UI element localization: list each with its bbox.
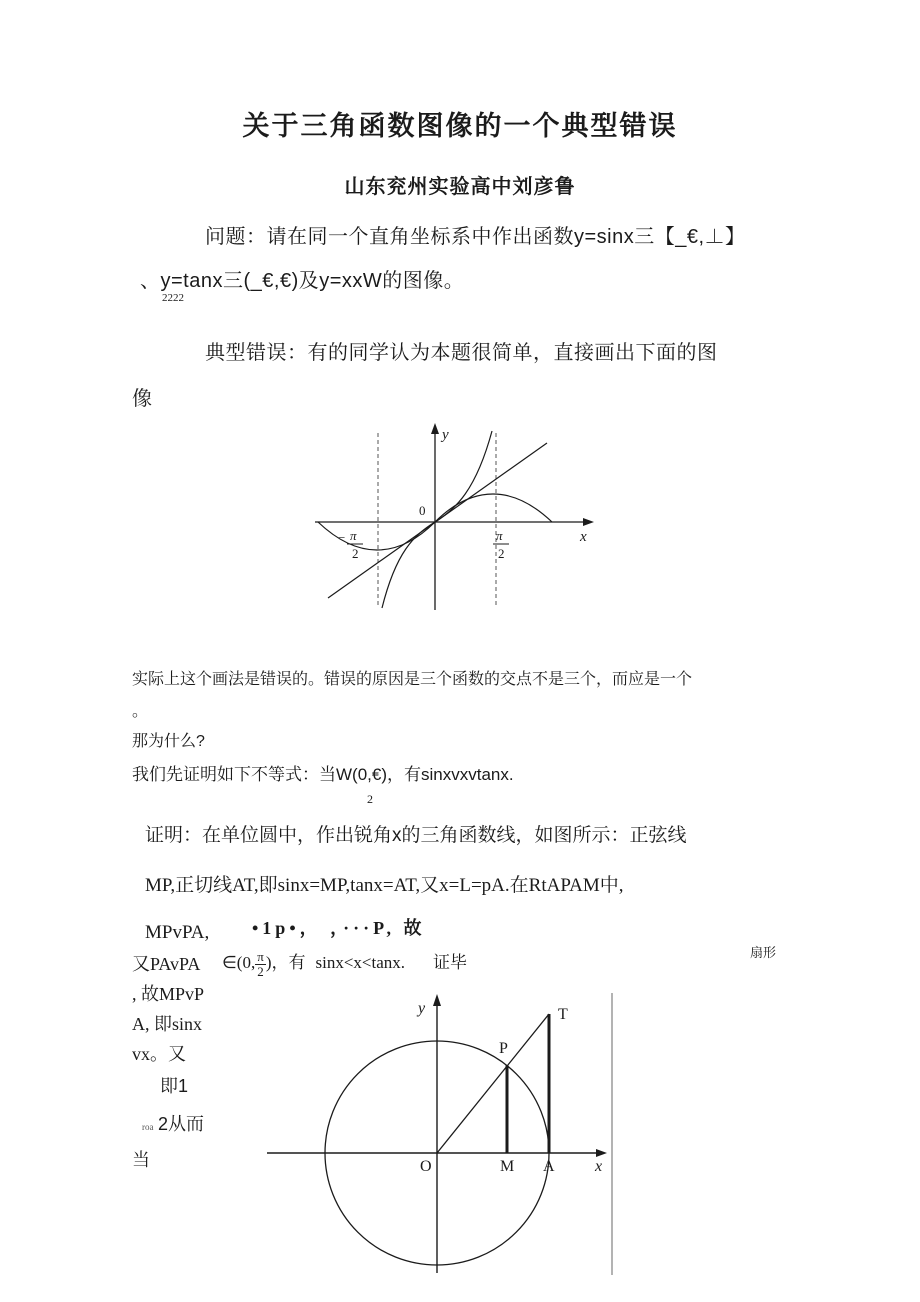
fig2-T-label: T [558, 1006, 568, 1023]
page-title: 关于三角函数图像的一个典型错误 [242, 111, 678, 141]
analysis-line-2: 。 [132, 703, 149, 720]
fig1-origin-label: 0 [419, 503, 426, 518]
interval-pre: ∈(0, [222, 953, 256, 972]
fig1-right-frac-den: 2 [498, 546, 505, 561]
sector-label: 扇形 [750, 945, 777, 960]
proof-frag-conger: 2从而 [158, 1114, 205, 1134]
fig2-M-label: M [500, 1158, 515, 1175]
fig2-y-label: y [418, 1000, 426, 1017]
y-axis-arrow-icon [433, 994, 441, 1006]
fraction-denominator: 2 [257, 963, 264, 979]
fig1-left-frac-den: 2 [352, 546, 359, 561]
proof-frag-gumpvp: , 故MPvP [132, 984, 205, 1004]
proof-interval-line [222, 948, 467, 978]
fig1-x-label: x [580, 529, 587, 545]
proof-line-1: 证明：在单位圆中，作出锐角x的三角函数线，如图所示：正弦线 [145, 825, 687, 846]
lemma-line: 我们先证明如下不等式：当W(0,€)，有sinxvxvtanx. [132, 765, 514, 784]
x-axis-arrow-icon [583, 518, 594, 526]
proof-frag-a-jisinx: A, 即sinx [132, 1014, 203, 1034]
fig1-left-frac-num: π [350, 528, 357, 543]
lemma-subscript: 2 [367, 792, 373, 806]
qed-label: 证毕 [433, 953, 468, 972]
fraction-numerator: π [257, 948, 264, 964]
analysis-line-1: 实际上这个画法是错误的。错误的原因是三个函数的交点不是三个，而应是一个 [132, 671, 693, 688]
fig1-left-frac-sign: − [338, 530, 346, 545]
proof-frag-roa: roa [142, 1122, 154, 1132]
proof-frag-dots: •1p•， ，···P, 故 [252, 918, 426, 938]
fig2-x-label: x [595, 1158, 603, 1175]
fig1-right-frac-num: π [496, 528, 503, 543]
y-axis-arrow-icon [431, 423, 439, 434]
fig2-P-label: P [499, 1040, 508, 1057]
unit-circle-figure [255, 985, 625, 1280]
proof-frag-dang: 当 [132, 1150, 150, 1170]
fig2-A-label: A [543, 1158, 555, 1175]
fig1-y-label: y [442, 427, 449, 443]
interval-post: )，有 [265, 953, 306, 972]
fig2-O-label: O [420, 1158, 432, 1175]
proof-frag-mpvpa: MPvPA, [145, 922, 210, 943]
problem-subscript: 2222 [162, 292, 184, 304]
author-line: 山东兖州实验高中刘彦鲁 [344, 176, 576, 198]
problem-line-2: 、y=tanx三(_€,€)及y=xxW的图像。 [140, 270, 465, 292]
proof-frag-ji1: 即1 [160, 1076, 189, 1096]
inequality-text: sinx<x<tanx. [315, 953, 406, 972]
typical-error-line-2: 像 [132, 388, 152, 410]
problem-line-1: 问题：请在同一个直角坐标系中作出函数y=sinx三【_€,⊥】 [205, 226, 746, 248]
radius-line-OPT [437, 1014, 549, 1153]
pi-over-2-fraction [255, 950, 266, 978]
proof-line-2: MP,正切线AT,即sinx=MP,tanx=AT,又x=L=pA.在RtAPAM中, [145, 875, 624, 896]
proof-frag-ypavpa: 又PAvPA [132, 954, 201, 974]
trig-graph-figure [300, 415, 620, 620]
typical-error-line-1: 典型错误：有的同学认为本题很简单，直接画出下面的图 [205, 342, 718, 364]
x-axis-arrow-icon [596, 1149, 607, 1157]
proof-frag-vx-you: vx。又 [132, 1044, 186, 1064]
why-question: 那为什么? [132, 733, 205, 750]
